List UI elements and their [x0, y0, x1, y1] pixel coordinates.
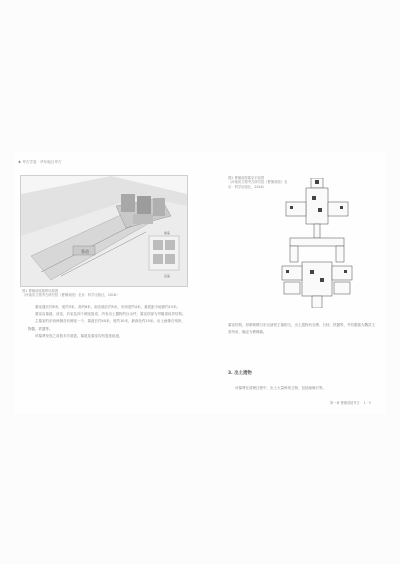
section-heading: 3. 出土遗物 — [228, 371, 252, 376]
left-figure-caption — [22, 289, 182, 298]
page-number: 1 · 5 — [363, 401, 371, 405]
footer-chapter: 第一章 曹操高陵考古 — [330, 401, 360, 405]
paragraph: 墓室由墓道、前室、后室及四个侧室组成，内有出土器物约百余件，墓室顶部为穹隆顶砖券结构。 — [35, 312, 186, 317]
left-caption-source: （河南省文物考古研究院《曹操高陵》北京：科学出版社，2016） — [22, 293, 120, 298]
page-footer — [330, 400, 371, 405]
running-title: 考古学卷 · 华东地区考古 — [22, 160, 62, 164]
label-front-chamber: 前室 — [164, 231, 171, 235]
left-body-text — [28, 304, 186, 340]
right-body-text — [228, 322, 376, 336]
tomb-floor-plan — [260, 178, 390, 308]
left-caption-title: 图1 曹操高陵墓葬结构图 — [22, 289, 59, 293]
running-header — [18, 159, 62, 165]
right-caption-source: （河南省文物考古研究院《曹操高陵》北京：科学出版社，2016） — [228, 180, 288, 189]
right-body-text-after — [228, 385, 376, 392]
paragraph: 主墓室的东西两侧各有侧室一个，墓道长约40米，宽约10米，最深处约15米，出土画像石残块、陶器、铁器等。 — [28, 319, 185, 331]
book-icon: ◈ — [18, 159, 22, 164]
paragraph: 墓室结构、形制规模与东汉诸侯王墓相当，出土遗物有石牌、石枕、铁器等，并有题铭为魏武王常所用，确定为曹操墓。 — [228, 323, 375, 335]
figure-tomb-structure — [20, 175, 188, 287]
paragraph: 该墓葬在清理过程中，出土大量珍贵文物，包括画像石等。 — [235, 386, 326, 390]
paragraph: 墓室通长约8米，宽约3米，高约6米，南北墙长约5米，东西宽约4米，墓底距今地面约15米。 — [35, 305, 181, 309]
paragraph: 该墓葬发现之前曾多次被盗，墓道及墓室均有盗扰痕迹。 — [35, 333, 123, 338]
tomb-structure-illustration — [21, 176, 187, 286]
right-caption-title: 图2 曹操高陵墓室平面图 — [228, 176, 265, 180]
label-tomb-passage: 墓道 — [81, 249, 89, 254]
figure-tomb-plan — [260, 178, 390, 308]
label-rear-chamber: 后室 — [164, 274, 171, 278]
